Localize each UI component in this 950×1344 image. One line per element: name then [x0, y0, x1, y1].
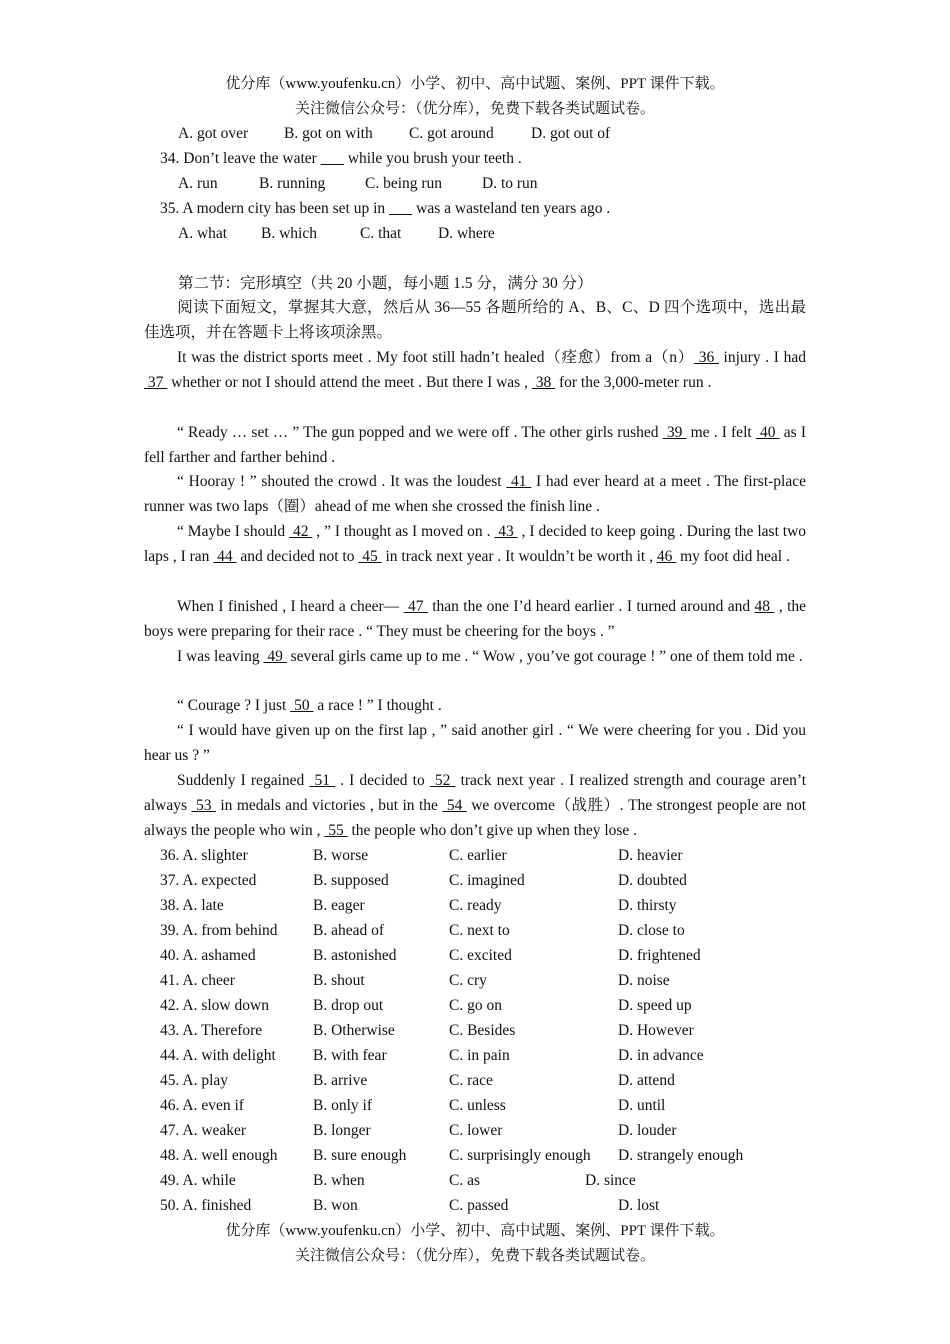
table-row	[0, 843, 950, 868]
section-instruction: 阅读下面短文，掌握其大意，然后从 36—55 各题所给的 A、B、C、D 四个选项中，选出最佳选项，并在答题卡上将该项涂黑。	[144, 299, 806, 341]
table-row	[0, 1143, 950, 1168]
option-a: 43. A. Therefore	[160, 1022, 263, 1039]
option-a: 41. A. cheer	[160, 972, 235, 989]
table-row	[0, 893, 950, 918]
option-a: 37. A. expected	[160, 872, 257, 889]
option-b: B. with fear	[313, 1047, 387, 1064]
blank-37: 37	[144, 373, 168, 391]
option-d: D. since	[585, 1172, 636, 1189]
option-c: C. excited	[449, 947, 512, 964]
option-a: 48. A. well enough	[160, 1147, 278, 1164]
blank-44: 44	[213, 547, 237, 565]
passage-paragraph-7: “ Courage ? I just 50 a race ! ” I thought .	[177, 697, 442, 714]
blank-46: 46	[656, 547, 677, 565]
table-row	[0, 1093, 950, 1118]
option-d: D. attend	[618, 1072, 675, 1089]
option-a: 47. A. weaker	[160, 1122, 247, 1139]
q34-option-a: A. run	[178, 175, 218, 192]
table-row	[0, 1018, 950, 1043]
table-row	[0, 1118, 950, 1143]
table-row	[0, 943, 950, 968]
blank-54: 54	[442, 796, 467, 814]
passage-paragraph-8: “ I would have given up on the first lap , ” said another girl . “ We were cheering for you . Did you hear us ? ”	[144, 722, 806, 764]
option-d: D. thirsty	[618, 897, 677, 914]
option-c: C. Besides	[449, 1022, 516, 1039]
q34-option-d: D. to run	[482, 175, 538, 192]
blank-55: 55	[324, 821, 348, 839]
q35-blank	[389, 200, 412, 217]
option-b: B. Otherwise	[313, 1022, 395, 1039]
option-a: 38. A. late	[160, 897, 224, 914]
section-title: 第二节：完形填空（共 20 小题，每小题 1.5 分，满分 30 分）	[178, 275, 593, 292]
passage-paragraph-3: “ Hooray ! ” shouted the crowd . It was the loudest 41 I had ever heard at a meet . The first-place runner was two laps（圈）ahead of me when she crossed the finish line .	[144, 473, 807, 515]
header-line-1: 优分库（www.youfenku.cn）小学、初中、高中试题、案例、PPT 课件下载。	[225, 76, 725, 92]
option-d: D. close to	[618, 922, 685, 939]
option-d: D. louder	[618, 1122, 677, 1139]
option-b: B. sure enough	[313, 1147, 407, 1164]
option-b: B. astonished	[313, 947, 397, 964]
option-d: D. lost	[618, 1197, 660, 1214]
option-a: 40. A. ashamed	[160, 947, 256, 964]
table-row	[0, 993, 950, 1018]
option-a: 46. A. even if	[160, 1097, 244, 1114]
blank-40: 40	[755, 424, 780, 441]
option-d: D. until	[618, 1097, 666, 1114]
option-b: B. ahead of	[313, 922, 385, 939]
blank-47: 47	[403, 598, 428, 615]
q33-option-d: D. got out of	[531, 125, 611, 142]
option-b: B. shout	[313, 972, 365, 989]
option-b: B. only if	[313, 1097, 372, 1114]
option-b: B. arrive	[313, 1072, 368, 1089]
blank-50: 50	[290, 697, 314, 714]
passage-paragraph-6: I was leaving 49 several girls came up to me . “ Wow , you’ve got courage ! ” one of them told me .	[177, 648, 803, 665]
footer-line-1: 优分库（www.youfenku.cn）小学、初中、高中试题、案例、PPT 课件下载。	[225, 1223, 725, 1239]
blank-53: 53	[191, 796, 216, 814]
footer-line-2: 关注微信公众号：（优分库），免费下载各类试题试卷。	[294, 1248, 655, 1264]
blank-49: 49	[263, 648, 287, 665]
passage-paragraph-1: It was the district sports meet . My foot still hadn’t healed（痊愈）from a（n） 36 injury . I had 37 whether or not I should attend the meet . But there I was , 38 for the 3,000-meter run .	[144, 349, 806, 391]
option-c: C. earlier	[449, 847, 507, 864]
option-c: C. passed	[449, 1197, 509, 1214]
blank-45: 45	[358, 547, 382, 565]
table-row	[0, 968, 950, 993]
option-d: D. strangely enough	[618, 1147, 744, 1164]
option-c: C. cry	[449, 972, 487, 989]
option-c: C. in pain	[449, 1047, 510, 1064]
blank-52: 52	[429, 772, 456, 789]
blank-51: 51	[309, 772, 336, 789]
q33-option-a: A. got over	[178, 125, 249, 142]
table-row	[0, 1043, 950, 1068]
option-b: B. won	[313, 1197, 358, 1214]
table-row	[0, 1068, 950, 1093]
option-c: C. unless	[449, 1097, 506, 1114]
option-b: B. worse	[313, 847, 369, 864]
q34-blank	[321, 150, 344, 167]
option-c: C. go on	[449, 997, 502, 1014]
blank-39: 39	[662, 424, 687, 441]
option-d: D. doubted	[618, 872, 687, 889]
blank-48: 48	[754, 598, 775, 615]
q33-option-c: C. got around	[409, 125, 494, 142]
option-c: C. ready	[449, 897, 502, 914]
option-a: 44. A. with delight	[160, 1047, 276, 1064]
option-d: D. noise	[618, 972, 670, 989]
passage-paragraph-5: When I finished , I heard a cheer— 47 than the one I’d heard earlier . I turned around and 48 , the boys were preparing for their race . “ They must be cheering for the boys . ”	[144, 598, 807, 640]
q34-option-c: C. being run	[365, 175, 443, 192]
option-a: 42. A. slow down	[160, 997, 269, 1014]
q34-stem: 34. Don’t leave the water while you brush your teeth .	[160, 150, 522, 167]
option-c: C. lower	[449, 1122, 503, 1139]
option-c: C. surprisingly enough	[449, 1147, 591, 1164]
option-d: D. in advance	[618, 1047, 704, 1064]
option-a: 49. A. while	[160, 1172, 236, 1189]
passage-paragraph-9: Suddenly I regained 51 . I decided to 52 track next year . I realized strength and courage aren’t always 53 in medals and victories , but in the 54 we overcome（战胜）. The strongest people are not always the people who win , 55 the people who don’t give up when they lose .	[144, 772, 807, 839]
table-row	[0, 1193, 950, 1218]
option-a: 45. A. play	[160, 1072, 229, 1089]
q35-stem: 35. A modern city has been set up in was a wasteland ten years ago .	[160, 200, 611, 217]
blank-43: 43	[494, 523, 518, 540]
passage-paragraph-4: “ Maybe I should 42 , ” I thought as I moved on . 43 , I decided to keep going . During the last two laps , I ran 44 and decided not to 45 in track next year . It wouldn’t be worth it , 46 my foot did heal .	[144, 523, 807, 565]
option-a: 39. A. from behind	[160, 922, 278, 939]
option-b: B. drop out	[313, 997, 384, 1014]
table-row	[0, 868, 950, 893]
option-d: D. speed up	[618, 997, 692, 1014]
option-a: 36. A. slighter	[160, 847, 248, 864]
table-row	[0, 1168, 950, 1193]
blank-42: 42	[289, 523, 313, 540]
blank-41: 41	[506, 473, 532, 490]
q33-option-b: B. got on with	[284, 125, 373, 142]
blank-38: 38	[531, 373, 556, 391]
option-d: D. heavier	[618, 847, 683, 864]
option-c: C. imagined	[449, 872, 525, 889]
option-d: D. However	[618, 1022, 694, 1039]
option-b: B. longer	[313, 1122, 371, 1139]
option-c: C. race	[449, 1072, 493, 1089]
blank-36: 36	[694, 349, 719, 366]
table-row	[0, 918, 950, 943]
q35-option-a: A. what	[178, 225, 228, 242]
q35-option-c: C. that	[360, 225, 402, 242]
header-line-2: 关注微信公众号：（优分库），免费下载各类试题试卷。	[294, 101, 655, 117]
q35-option-d: D. where	[438, 225, 495, 242]
option-b: B. eager	[313, 897, 365, 914]
option-b: B. when	[313, 1172, 365, 1189]
option-c: C. as	[449, 1172, 480, 1189]
option-c: C. next to	[449, 922, 510, 939]
option-d: D. frightened	[618, 947, 701, 964]
passage-paragraph-2: “ Ready … set … ” The gun popped and we were off . The other girls rushed 39 me . I felt 40 as I fell farther and farther behind .	[144, 424, 806, 466]
option-a: 50. A. finished	[160, 1197, 252, 1214]
q34-option-b: B. running	[259, 175, 326, 192]
q35-option-b: B. which	[261, 225, 317, 242]
option-b: B. supposed	[313, 872, 389, 889]
